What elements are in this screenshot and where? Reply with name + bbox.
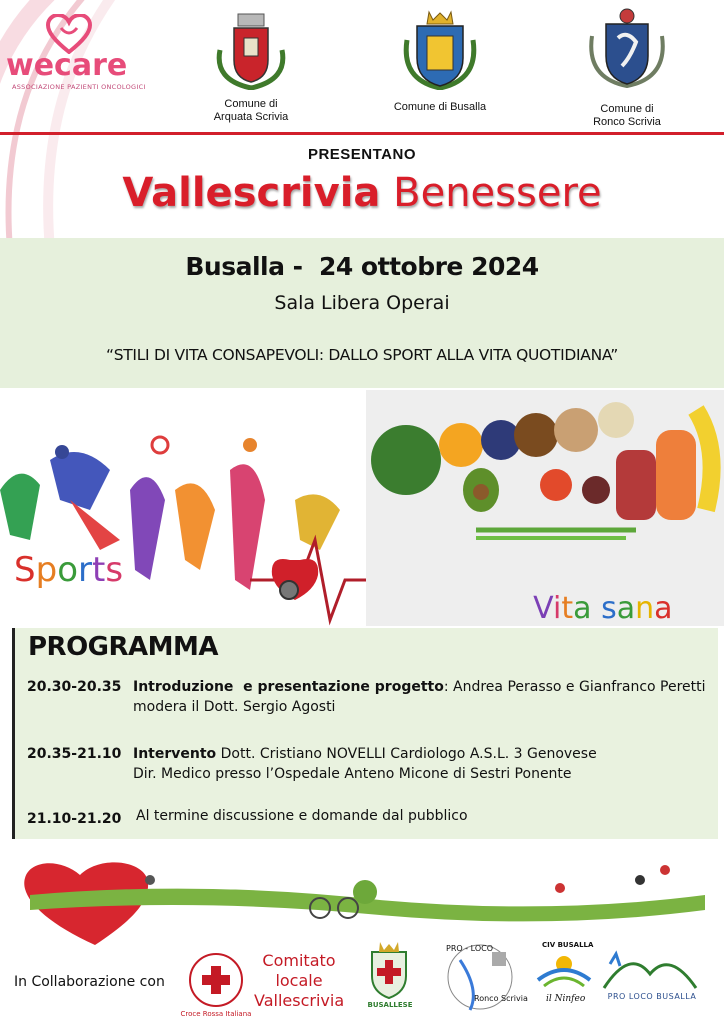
event-title (0, 170, 724, 216)
vita-letter (592, 591, 602, 626)
agenda-time: 21.10-21.20 (27, 811, 122, 827)
comune-ronco-label: Comune di Ronco Scrivia (593, 103, 661, 128)
comitato-line: Vallescrivia (254, 991, 345, 1010)
vita-letter: a (616, 591, 636, 626)
sports-letter: s (105, 550, 124, 590)
agenda-bold-text: Intervento (133, 746, 217, 762)
agenda-description (133, 677, 706, 717)
presentano-label: PRESENTANO (307, 146, 417, 163)
vita-letter: a (654, 591, 673, 626)
ninfeo-label: il Ninfeo (546, 994, 586, 1004)
header (0, 0, 724, 138)
agenda-time: 20.30-20.35 (27, 679, 122, 695)
crest-arquata-icon (206, 10, 296, 90)
comitato-line: Comitato (262, 951, 336, 970)
busallese-label: BUSALLESE (367, 1001, 413, 1009)
proloco-busalla-label: PRO LOCO BUSALLA (607, 992, 697, 1001)
sports-illustration (0, 390, 366, 626)
banner-image (0, 390, 724, 626)
vita-letter: V (533, 591, 554, 626)
croce-rossa-logo-icon (184, 950, 248, 1014)
vita-sana-label (495, 556, 673, 626)
agenda-bold-text: Introduzione e presentazione progetto (133, 679, 444, 695)
title-part2: Benessere (393, 170, 602, 216)
comune-arquata-label: Comune di Arquata Scrivia (213, 98, 289, 123)
sports-letter: S (14, 550, 36, 590)
agenda-text: : Andrea Perasso e Gianfranco Peretti (443, 679, 706, 695)
vita-letter: a (573, 591, 592, 626)
crest-busalla-icon (395, 10, 485, 90)
header-divider (0, 132, 724, 135)
event-date: Busalla - 24 ottobre 2024 (185, 252, 539, 281)
comune-busalla-label: Comune di Busalla (393, 101, 487, 113)
vita-letter: n (635, 591, 655, 626)
wecare-logo: wecare (6, 48, 128, 83)
vita-letter: t (561, 591, 574, 626)
proloco-ronco-label-top: PRO - LOCO (446, 944, 494, 953)
agenda-description (133, 744, 597, 784)
agenda-description: Al termine discussione e domande dal pubblico (136, 808, 468, 824)
vita-letter: s (601, 591, 617, 626)
sports-letter: p (35, 550, 58, 590)
programma-accent-bar (12, 628, 15, 839)
sports-letter: r (78, 550, 92, 590)
croce-rossa-label: Croce Rossa Italiana (180, 1010, 252, 1018)
collaboration-label: In Collaborazione con (14, 974, 165, 990)
civ-busalla-label: CIV BUSALLA (542, 941, 594, 949)
proloco-ronco-label-bottom: Ronco Scrivia (474, 994, 528, 1003)
sports-letter: t (91, 550, 106, 590)
agenda-time: 20.35-21.10 (27, 746, 122, 762)
sports-letter: o (57, 550, 78, 590)
agenda-line2: Dir. Medico presso l’Ospedale Anteno Micone di Sestri Ponente (133, 766, 572, 782)
civ-busalla-logo-icon (534, 950, 594, 990)
busallese-crest-icon (364, 940, 414, 1000)
event-theme: “STILI DI VITA CONSAPEVOLI: DALLO SPORT ALLA VITA QUOTIDIANA” (106, 346, 618, 364)
proloco-busalla-logo-icon (600, 944, 700, 992)
vita-letter: i (553, 591, 562, 626)
sports-label (14, 550, 123, 590)
title-part1: Vallescrivia (122, 170, 381, 216)
event-venue: Sala Libera Operai (274, 292, 450, 314)
agenda-line2: modera il Dott. Sergio Agosti (133, 699, 336, 715)
comitato-line: locale (275, 971, 323, 990)
wecare-subtitle: ASSOCIAZIONE PAZIENTI ONCOLOGICI (12, 83, 146, 91)
crest-ronco-icon (582, 8, 672, 88)
programma-title: PROGRAMMA (28, 632, 219, 662)
comitato-label (254, 951, 344, 1011)
agenda-text: Dott. Cristiano NOVELLI Cardiologo A.S.L. 3 Genovese (216, 746, 597, 762)
